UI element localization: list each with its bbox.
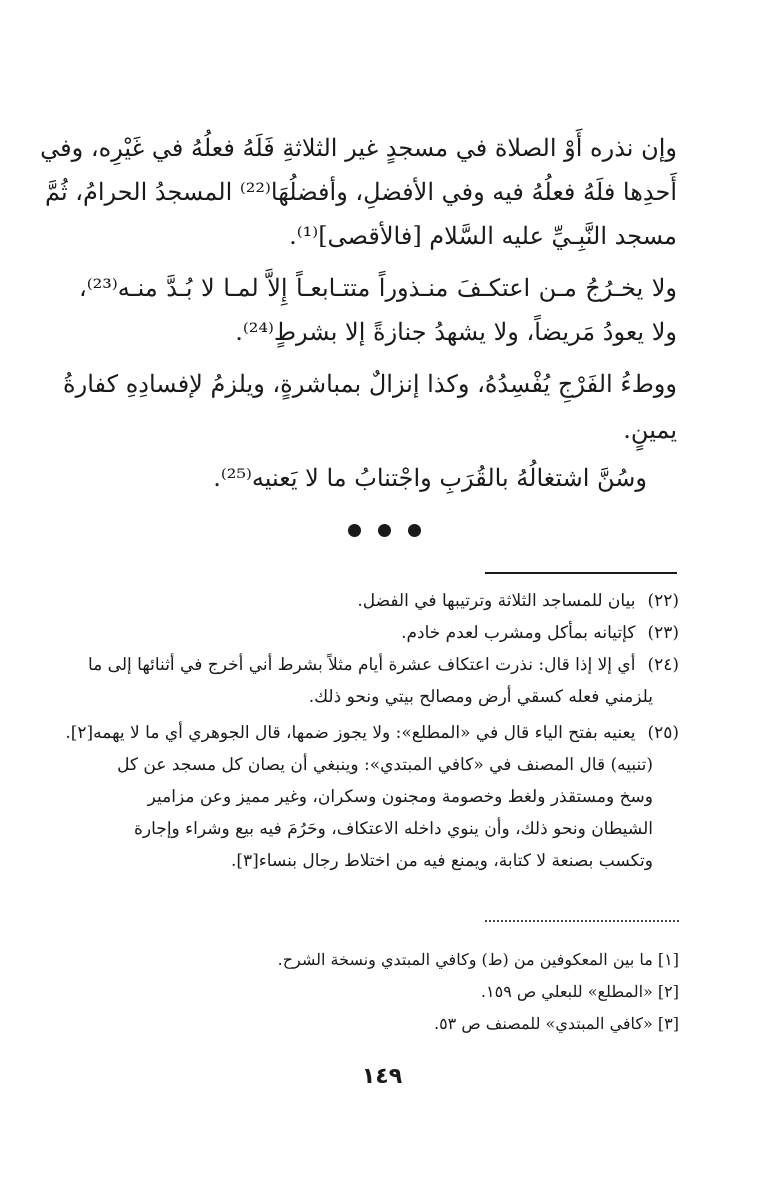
separator-dot <box>348 524 361 537</box>
main-text-line: ولا يخـرُجُ مـن اعتكـفَ منـذوراً متتـابعـاً إِلاَّ لمـا لا بُـدَّ منـه⁽²³⁾، <box>79 274 677 302</box>
footnote-25-continued: وتكسب بصنعة لا كتابة، ويمنع فيه من اختلاط رجال بنساء[٣]. <box>230 851 653 871</box>
main-text-line: ووطءُ الفَرْجِ يُفْسِدُهُ، وكذا إنزالٌ بمباشرةٍ، ويلزمُ لإفسادِهِ كفارةُ <box>63 370 677 398</box>
footnote-24-continued: يلزمني فعله كسقي أرض ومصالح بيتي ونحو ذلك. <box>308 687 653 707</box>
editor-notes-divider <box>485 920 679 922</box>
main-text-line: وإن نذره أَوْ الصلاة في مسجدٍ غير الثلاثةِ فَلَهُ فعلُهُ في غَيْرِه، وفي <box>40 134 677 162</box>
section-separator-dots <box>340 520 430 540</box>
footnote-23 <box>79 620 679 646</box>
footnote-22 <box>79 588 679 614</box>
main-text-line: مسجد النَّبِـيِّ عليه السَّلام [فالأقصى]⁽¹⁾. <box>289 222 677 250</box>
footnote-25-continued: الشيطان ونحو ذلك، وأن ينوي داخله الاعتكاف، وحَرُمَ فيه بيع وشراء وإجارة <box>134 819 653 839</box>
editor-note-2: [٢] «المطلع» للبعلي ص ١٥٩. <box>480 982 679 1001</box>
footnote-number: (٢٣) <box>647 623 679 643</box>
footnote-text: أي إلا إذا قال: نذرت اعتكاف عشرة أيام مثلاً بشرط أني أخرج في أثنائها إلى ما <box>87 655 636 675</box>
footnote-25-continued: وسخ ومستقذر ولغط وخصومة ومجنون وسكران، وغير مميز وعن مزامير <box>147 787 653 807</box>
footnote-25 <box>65 720 679 746</box>
main-text-line: يمينٍ. <box>623 416 677 444</box>
main-text-line: وسُنَّ اشتغالُهُ بالقُرَبِ واجْتنابُ ما لا يَعنيه⁽²⁵⁾. <box>213 464 647 492</box>
footnote-25-continued: (تنبيه) قال المصنف في «كافي المبتدي»: وينبغي أن يصان كل مسجد عن كل <box>117 755 653 775</box>
footnote-text: كإتيانه بمأكل ومشرب لعدم خادم. <box>401 623 636 643</box>
editor-note-1: [١] ما بين المعكوفين من (ط) وكافي المبتدي ونسخة الشرح. <box>277 950 679 969</box>
footnote-number: (٢٥) <box>647 723 679 743</box>
main-text-line: أَحدِها فلَهُ فعلُهُ فيه وفي الأفضلِ، وأفضلُهَا⁽²²⁾ المسجدُ الحرامُ، ثُمَّ <box>45 178 677 206</box>
footnote-number: (٢٤) <box>647 655 679 675</box>
main-text-line: ولا يعودُ مَريضاً، ولا يشهدُ جنازةً إلا بشرطٍ⁽²⁴⁾. <box>235 318 677 346</box>
footnote-text: بيان للمساجد الثلاثة وترتيبها في الفضل. <box>357 591 636 611</box>
footnote-text: يعنيه بفتح الياء قال في «المطلع»: ولا يجوز ضمها، قال الجوهري أي ما لا يهمه[٢]. <box>65 723 636 743</box>
footnote-divider <box>485 572 677 574</box>
footnote-number: (٢٢) <box>647 591 679 611</box>
page-number: ١٤٩ <box>361 1064 403 1089</box>
editor-note-3: [٣] «كافي المبتدي» للمصنف ص ٥٣. <box>433 1014 679 1033</box>
footnote-24 <box>79 652 679 678</box>
separator-dot <box>408 524 421 537</box>
separator-dot <box>378 524 391 537</box>
